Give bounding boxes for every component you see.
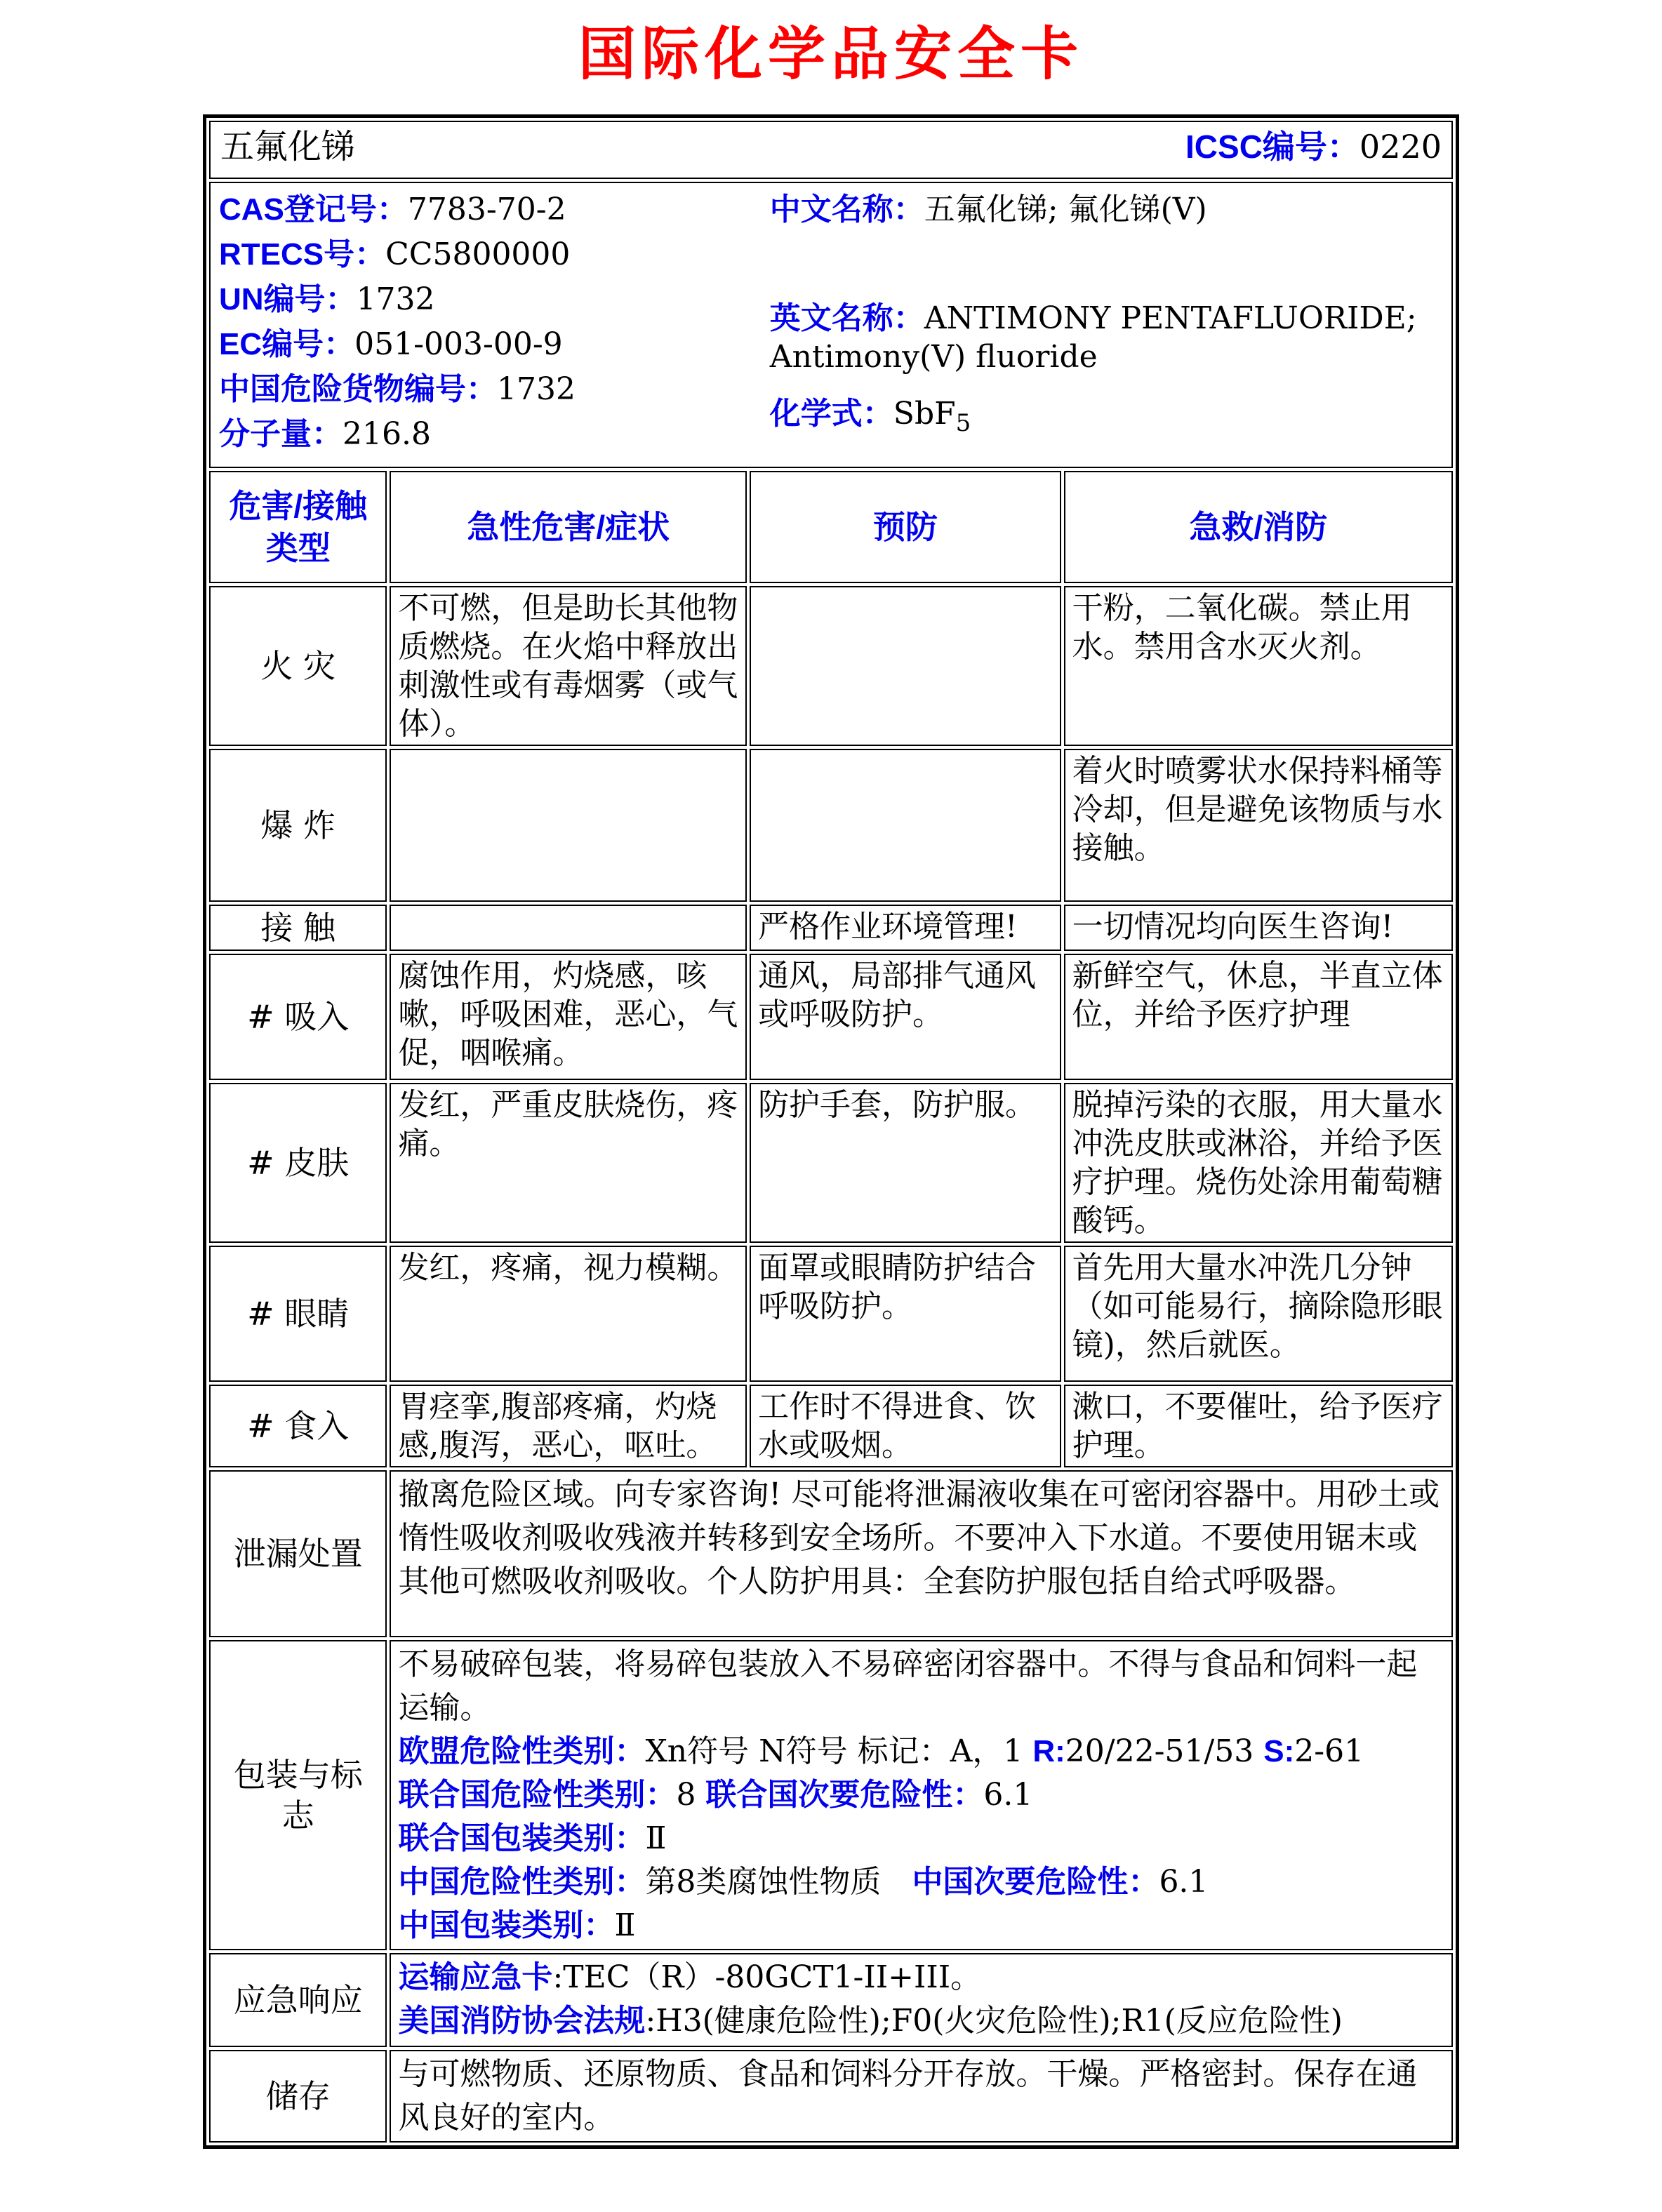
eu-classification-line bbox=[398, 1730, 1444, 1773]
row-ingestion bbox=[209, 1385, 1453, 1467]
inline-label: 欧盟危险性类别： bbox=[398, 1734, 646, 1768]
china-dg-value: 1732 bbox=[497, 371, 576, 407]
un-number-line bbox=[219, 280, 770, 319]
inline-label: 中国危险性类别： bbox=[398, 1865, 646, 1899]
inline-label: 中国次要危险性： bbox=[912, 1865, 1159, 1899]
cas-number-line bbox=[219, 190, 770, 229]
safety-card-table bbox=[203, 114, 1459, 2149]
ingestion-prevention: 工作时不得进食、饮水或吸烟。 bbox=[750, 1385, 1061, 1467]
page-title: 国际化学品安全卡 bbox=[578, 20, 1084, 88]
inline-value: :TEC（R）-80GCT1-II+III。 bbox=[552, 1959, 982, 1995]
eyes-label: # 眼睛 bbox=[209, 1246, 387, 1382]
storage-text bbox=[390, 2050, 1453, 2143]
inline-value: 6.1 bbox=[1159, 1864, 1209, 1900]
inline-label: 运输应急卡 bbox=[398, 1960, 553, 1994]
row-spill-disposal bbox=[209, 1470, 1453, 1637]
molecular-weight-line bbox=[219, 415, 770, 453]
inline-value: 6.1 bbox=[983, 1777, 1033, 1813]
row-contact bbox=[209, 905, 1453, 951]
inline-label: 中国包装类别： bbox=[398, 1908, 615, 1943]
row-eyes bbox=[209, 1246, 1453, 1382]
eyes-first-aid: 首先用大量水冲洗几分钟（如可能易行，摘除隐形眼镜)，然后就医。 bbox=[1064, 1246, 1453, 1382]
inline-value: 不易破碎包装，将易碎包装放入不易碎密闭容器中。不得与食品和饲料一起运输。 bbox=[398, 1646, 1418, 1726]
explosion-label: 爆 炸 bbox=[209, 749, 387, 902]
col-header-hazard-type: 危害/接触类型 bbox=[209, 471, 387, 583]
packaging-line bbox=[398, 1643, 1444, 1730]
ingestion-first-aid: 漱口，不要催吐，给予医疗护理。 bbox=[1064, 1385, 1453, 1467]
english-name-line bbox=[770, 299, 1443, 376]
spill-disposal-text bbox=[390, 1470, 1453, 1637]
ingestion-symptoms: 胃痉挛,腹部疼痛，灼烧感,腹泻，恶心，呕吐。 bbox=[390, 1385, 747, 1467]
skin-prevention: 防护手套，防护服。 bbox=[750, 1083, 1061, 1243]
inline-value: 8 bbox=[676, 1777, 706, 1813]
inhalation-prevention: 通风，局部排气通风或呼吸防护。 bbox=[750, 954, 1061, 1080]
row-fire bbox=[209, 586, 1453, 746]
identity-cell bbox=[209, 182, 1453, 468]
inline-value: 2-61 bbox=[1294, 1733, 1364, 1769]
inline-value: 撤离危险区域。向专家咨询! 尽可能将泄漏液收集在可密闭容器中。用砂土或惰性吸收剂吸收残液并转移到安全场所。不要冲入下水道。不要使用锯末或其他可燃吸收剂吸收。个人防护用具：全套防护服包括自给式呼吸器。 bbox=[398, 1477, 1440, 1599]
fire-symptoms: 不可燃，但是助长其他物质燃烧。在火焰中释放出刺激性或有毒烟雾（或气体）。 bbox=[390, 586, 747, 746]
chinese-name-value: 五氟化锑; 氟化锑(V) bbox=[924, 192, 1207, 227]
chinese-name-line bbox=[770, 190, 1443, 229]
contact-first-aid: 一切情况均向医生咨询! bbox=[1064, 905, 1453, 951]
inline-label: 联合国包装类别： bbox=[398, 1821, 646, 1855]
mw-value: 216.8 bbox=[343, 416, 431, 452]
storage-label: 储存 bbox=[209, 2050, 387, 2143]
inline-value: :H3(健康危险性);F0(火灾危险性);R1(反应危险性) bbox=[645, 2003, 1343, 2039]
emergency-response-text bbox=[390, 1953, 1453, 2047]
inhalation-label: # 吸入 bbox=[209, 954, 387, 1080]
inline-label: 美国消防协会法规 bbox=[398, 2004, 646, 2038]
inline-label: 联合国危险性类别： bbox=[398, 1778, 677, 1812]
emergency-response-label: 应急响应 bbox=[209, 1953, 387, 2047]
icsc-label: ICSC编号： bbox=[1185, 128, 1359, 165]
rtecs-number-line bbox=[219, 235, 770, 274]
ec-value: 051-003-00-9 bbox=[354, 326, 563, 362]
ec-label: EC编号： bbox=[219, 327, 355, 361]
rtecs-label: RTECS号： bbox=[219, 237, 386, 272]
ec-number-line bbox=[219, 325, 770, 364]
inline-label: 联合国次要危险性： bbox=[705, 1778, 984, 1812]
un-value: 1732 bbox=[356, 281, 435, 317]
spill-line bbox=[398, 1473, 1444, 1604]
col-header-first-aid: 急救/消防 bbox=[1064, 471, 1453, 583]
ingestion-label: # 食入 bbox=[209, 1385, 387, 1467]
inline-value: 20/22-51/53 bbox=[1065, 1733, 1264, 1769]
inline-value: Ⅱ bbox=[645, 1820, 667, 1856]
transport-emergency-card-line bbox=[398, 1956, 1444, 1999]
card-header-cell bbox=[209, 121, 1453, 179]
icsc-number-field bbox=[1185, 128, 1442, 166]
china-packing-group-line bbox=[398, 1904, 1444, 1947]
row-emergency-response bbox=[209, 1953, 1453, 2047]
substance-name: 五氟化锑 bbox=[220, 127, 356, 166]
chinese-name-label: 中文名称： bbox=[769, 192, 924, 227]
un-label: UN编号： bbox=[219, 282, 357, 317]
eyes-symptoms: 发红，疼痛，视力模糊。 bbox=[390, 1246, 747, 1382]
inline-value: Xn符号 N符号 标记：A，1 bbox=[645, 1733, 1033, 1769]
inhalation-first-aid: 新鲜空气，休息，半直立体位，并给予医疗护理 bbox=[1064, 954, 1453, 1080]
english-name-label: 英文名称： bbox=[769, 301, 924, 335]
identity-left-column bbox=[219, 190, 770, 460]
row-packaging-labeling bbox=[209, 1640, 1453, 1950]
icsc-number: 0220 bbox=[1359, 128, 1442, 166]
fire-label: 火 灾 bbox=[209, 586, 387, 746]
formula-line bbox=[770, 394, 1443, 443]
row-storage bbox=[209, 2050, 1453, 2143]
skin-label: # 皮肤 bbox=[209, 1083, 387, 1243]
china-dg-label: 中国危险货物编号： bbox=[219, 372, 497, 406]
china-classification-line bbox=[398, 1860, 1444, 1904]
china-dangerous-goods-number-line bbox=[219, 370, 770, 408]
inline-value: 与可燃物质、还原物质、食品和饲料分开存放。干燥。严格密封。保存在通风良好的室内。 bbox=[398, 2056, 1418, 2136]
row-inhalation bbox=[209, 954, 1453, 1080]
explosion-symptoms bbox=[390, 749, 747, 902]
skin-symptoms: 发红，严重皮肤烧伤，疼痛。 bbox=[390, 1083, 747, 1243]
skin-first-aid: 脱掉污染的衣服，用大量水冲洗皮肤或淋浴，并给予医疗护理。烧伤处涂用葡萄糖酸钙。 bbox=[1064, 1083, 1453, 1243]
contact-symptoms bbox=[390, 905, 747, 951]
mw-label: 分子量： bbox=[219, 417, 343, 451]
contact-label: 接 触 bbox=[209, 905, 387, 951]
formula-subscript: 5 bbox=[955, 408, 971, 437]
cas-label: CAS登记号： bbox=[219, 192, 408, 227]
eyes-prevention: 面罩或眼睛防护结合呼吸防护。 bbox=[750, 1246, 1061, 1382]
english-name-value: ANTIMONY PENTAFLUORIDE; Antimony(V) fluoride bbox=[769, 300, 1417, 375]
storage-line bbox=[398, 2053, 1444, 2140]
identity-row bbox=[209, 182, 1453, 468]
inline-label: S: bbox=[1263, 1734, 1295, 1768]
fire-prevention bbox=[750, 586, 1061, 746]
inline-label: R: bbox=[1032, 1734, 1065, 1768]
row-explosion bbox=[209, 749, 1453, 902]
col-header-symptoms: 急性危害/症状 bbox=[390, 471, 747, 583]
fire-first-aid: 干粉，二氧化碳。禁止用水。禁用含水灭火剂。 bbox=[1064, 586, 1453, 746]
hazard-header-row bbox=[209, 471, 1453, 583]
inline-value: 第8类腐蚀性物质 bbox=[645, 1864, 912, 1900]
rtecs-value: CC5800000 bbox=[385, 236, 571, 272]
un-classification-line bbox=[398, 1773, 1444, 1817]
cas-value: 7783-70-2 bbox=[407, 192, 566, 227]
inline-value: Ⅱ bbox=[614, 1907, 636, 1943]
contact-prevention: 严格作业环境管理! bbox=[750, 905, 1061, 951]
card-header-row bbox=[209, 121, 1453, 179]
formula-base: SbF bbox=[893, 396, 956, 432]
col-header-prevention: 预防 bbox=[750, 471, 1061, 583]
row-skin bbox=[209, 1083, 1453, 1243]
packaging-labeling-label: 包装与标志 bbox=[209, 1640, 387, 1950]
identity-right-column bbox=[770, 190, 1443, 460]
formula-label: 化学式： bbox=[769, 397, 893, 431]
nfpa-code-line bbox=[398, 1999, 1444, 2043]
packaging-labeling-text bbox=[390, 1640, 1453, 1950]
spill-disposal-label: 泄漏处置 bbox=[209, 1470, 387, 1637]
explosion-prevention bbox=[750, 749, 1061, 902]
inhalation-symptoms: 腐蚀作用，灼烧感，咳嗽，呼吸困难，恶心，气促，咽喉痛。 bbox=[390, 954, 747, 1080]
un-packing-group-line bbox=[398, 1817, 1444, 1860]
explosion-first-aid: 着火时喷雾状水保持料桶等冷却，但是避免该物质与水接触。 bbox=[1064, 749, 1453, 902]
